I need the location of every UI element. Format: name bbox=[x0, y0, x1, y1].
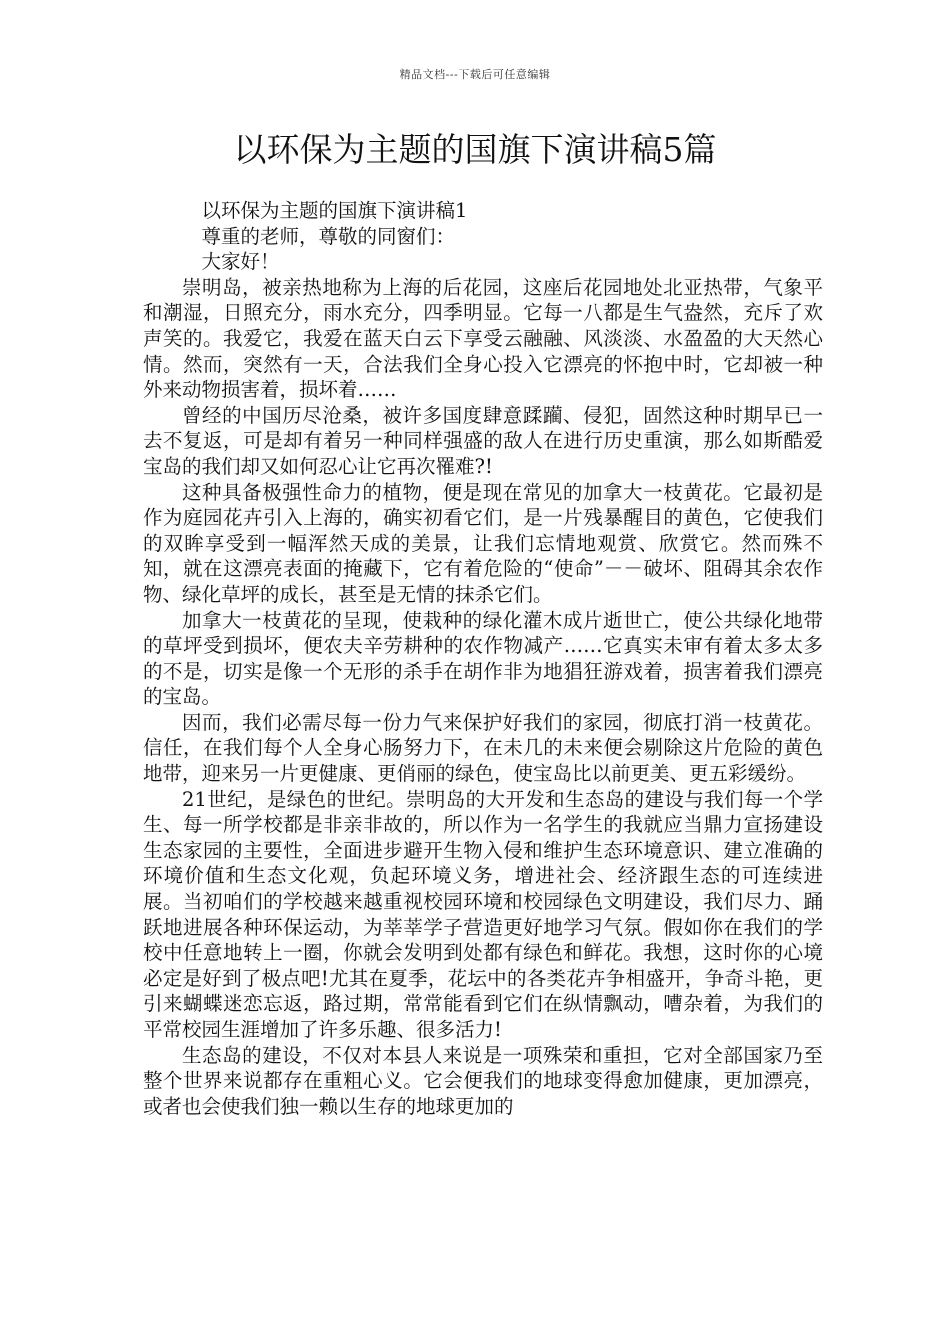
paragraph: 生态岛的建设，不仅对本县人来说是一项殊荣和重担，它对全部国家乃至整个世界来说都存在重粗心义。它会便我们的地球变得愈加健康，更加漂亮，或者也会使我们独一赖以生存的地球更加的 bbox=[143, 1043, 823, 1118]
document-title: 以环保为主题的国旗下演讲稿5篇 bbox=[233, 130, 717, 169]
paragraph: 崇明岛，被亲热地称为上海的后花园，这座后花园地处北亚热带，气象平和潮湿，日照充分，雨水充分，四季明显。它每一八都是生气盎然，充斥了欢声笑的。我爱它，我爱在蓝天白云下享受云融融、风淡淡、水盈盈的大天然心情。然而，突然有一天，合法我们全身心投入它漂亮的怀抱中时，它却被一种外来动物损害着，损坏着…… bbox=[143, 275, 823, 402]
paragraph: 21世纪，是绿色的世纪。崇明岛的大开发和生态岛的建设与我们每一个学生、每一所学校都是非亲非故的，所以作为一名学生的我就应当鼎力宣扬建设生态家园的主要性，全面进步避开生物入侵和维护生态环境意识、建立准确的环境价值和生态文化观，负起环境义务，增进社会、经济跟生态的可连续进展。当初咱们的学校越来越重视校园环境和校园绿色文明建设，我们尽力、踊跃地进展各种环保运动，为莘莘学子营造更好地学习气氛。假如你在我们的学校中任意地转上一圈，你就会发明到处都有绿色和鲜花。我想，这时你的心境必定是好到了极点吧!尤其在夏季，花坛中的各类花卉争相盛开，争奇斗艳，更引来蝴蝶迷恋忘返，路过期，常常能看到它们在纵情飘动，嘈杂着，为我们的平常校园生涯增加了许多乐趣、很多活力! bbox=[143, 787, 823, 1041]
document-body bbox=[143, 198, 823, 1119]
paragraph: 曾经的中国历尽沧桑，被许多国度肆意蹂躏、侵犯，固然这种时期早已一去不复返，可是却有着另一种同样强盛的敌人在进行历史重演，那么如斯酷爱宝岛的我们却又如何忍心让它再次罹难?! bbox=[143, 403, 823, 478]
header-note: 精品文档---下载后可任意编辑 bbox=[399, 68, 551, 81]
greeting: 大家好！ bbox=[201, 250, 280, 274]
paragraph: 加拿大一枝黄花的呈现，使栽种的绿化灌木成片逝世亡，使公共绿化地带的草坪受到损坏，便农夫辛劳耕种的农作物减产……它真实未审有着太多太多的不是，切实是像一个无形的杀手在胡作非为地猖狂游戏着，损害着我们漂亮的宝岛。 bbox=[143, 608, 823, 709]
speech-subtitle: 以环保为主题的国旗下演讲稿1 bbox=[201, 199, 468, 222]
salutation: 尊重的老师，尊敬的同窗们： bbox=[201, 224, 456, 248]
paragraph: 因而，我们必需尽每一份力气来保护好我们的家园，彻底打消一枝黄花。信任，在我们每个人全身心肠努力下，在未几的未来便会剔除这片危险的黄色地带，迎来另一片更健康、更俏丽的绿色，使宝岛比以前更美、更五彩缓纷。 bbox=[143, 710, 823, 786]
paragraph: 这种具备极强性命力的植物，便是现在常见的加拿大一枝黄花。它最初是作为庭园花卉引入上海的，确实初看它们，是一片残暴醒目的黄色，它使我们的双眸享受到一幅浑然天成的美景，让我们忘情地观赏、欣赏它。然而殊不知，就在这漂亮表面的掩藏下，它有着危险的“使命”－－破坏、阻碍其余农作物、绿化草坪的成长，甚至是无情的抹杀它们。 bbox=[143, 480, 823, 606]
